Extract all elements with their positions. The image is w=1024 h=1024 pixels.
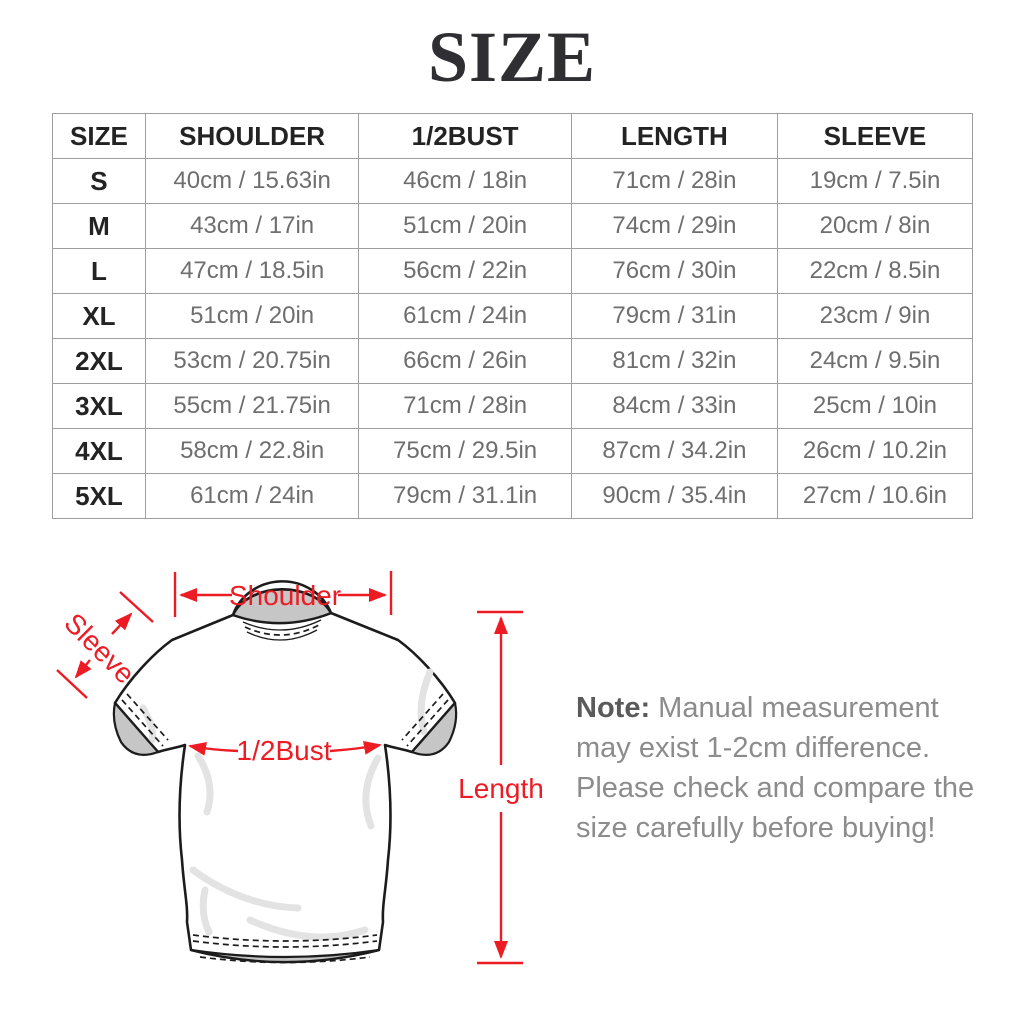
tshirt-illustration xyxy=(114,581,456,962)
size-row-label: M xyxy=(53,204,146,249)
table-row xyxy=(53,384,973,429)
measurement-cell: 40cm / 15.63in xyxy=(145,159,358,204)
measurement-cell: 51cm / 20in xyxy=(145,294,358,339)
column-header: SIZE xyxy=(53,114,146,159)
column-header: 1/2BUST xyxy=(359,114,572,159)
measurement-cell: 43cm / 17in xyxy=(145,204,358,249)
measurement-cell: 53cm / 20.75in xyxy=(145,339,358,384)
measurement-cell: 23cm / 9in xyxy=(777,294,972,339)
shoulder-label: Shoulder xyxy=(228,580,342,611)
measurement-cell: 79cm / 31in xyxy=(571,294,777,339)
measurement-cell: 27cm / 10.6in xyxy=(777,474,972,519)
size-row-label: 3XL xyxy=(53,384,146,429)
table-row xyxy=(53,249,973,294)
measurement-cell: 87cm / 34.2in xyxy=(571,429,777,474)
size-table-header-row xyxy=(53,114,973,159)
measurement-cell: 58cm / 22.8in xyxy=(145,429,358,474)
measurement-cell: 74cm / 29in xyxy=(571,204,777,249)
measurement-cell: 71cm / 28in xyxy=(571,159,777,204)
measurement-cell: 46cm / 18in xyxy=(359,159,572,204)
half-bust-label: 1/2Bust xyxy=(236,735,332,766)
size-row-label: 2XL xyxy=(53,339,146,384)
note-body: Manual measurement may exist 1-2cm difference. Please check and compare the size carefully before buying! xyxy=(576,692,975,844)
measurement-cell: 75cm / 29.5in xyxy=(359,429,572,474)
table-row xyxy=(53,429,973,474)
size-row-label: 5XL xyxy=(53,474,146,519)
tshirt-measurement-diagram xyxy=(40,560,560,1024)
measurement-cell: 71cm / 28in xyxy=(359,384,572,429)
size-row-label: L xyxy=(53,249,146,294)
measurement-cell: 20cm / 8in xyxy=(777,204,972,249)
measurement-cell: 51cm / 20in xyxy=(359,204,572,249)
table-row xyxy=(53,339,973,384)
length-arrow xyxy=(458,612,544,963)
sleeve-label: Sleeve xyxy=(58,607,141,690)
table-row xyxy=(53,204,973,249)
measurement-cell: 90cm / 35.4in xyxy=(571,474,777,519)
measurement-cell: 76cm / 30in xyxy=(571,249,777,294)
measurement-cell: 66cm / 26in xyxy=(359,339,572,384)
table-row xyxy=(53,159,973,204)
measurement-cell: 84cm / 33in xyxy=(571,384,777,429)
measurement-cell: 26cm / 10.2in xyxy=(777,429,972,474)
column-header: SHOULDER xyxy=(145,114,358,159)
measurement-cell: 79cm / 31.1in xyxy=(359,474,572,519)
measurement-cell: 47cm / 18.5in xyxy=(145,249,358,294)
measurement-cell: 61cm / 24in xyxy=(359,294,572,339)
size-row-label: XL xyxy=(53,294,146,339)
column-header: LENGTH xyxy=(571,114,777,159)
measurement-cell: 19cm / 7.5in xyxy=(777,159,972,204)
table-row xyxy=(53,474,973,519)
length-label: Length xyxy=(458,773,544,804)
measurement-cell: 24cm / 9.5in xyxy=(777,339,972,384)
shoulder-arrow xyxy=(175,571,391,617)
table-row xyxy=(53,294,973,339)
page-title: SIZE xyxy=(427,17,597,97)
measurement-cell: 55cm / 21.75in xyxy=(145,384,358,429)
measurement-cell: 56cm / 22in xyxy=(359,249,572,294)
size-row-label: 4XL xyxy=(53,429,146,474)
note xyxy=(576,688,984,848)
measurement-cell: 25cm / 10in xyxy=(777,384,972,429)
measurement-cell: 22cm / 8.5in xyxy=(777,249,972,294)
size-row-label: S xyxy=(53,159,146,204)
size-table xyxy=(52,113,973,519)
note-prefix: Note: xyxy=(576,692,651,724)
measurement-cell: 61cm / 24in xyxy=(145,474,358,519)
measurement-cell: 81cm / 32in xyxy=(571,339,777,384)
column-header: SLEEVE xyxy=(777,114,972,159)
